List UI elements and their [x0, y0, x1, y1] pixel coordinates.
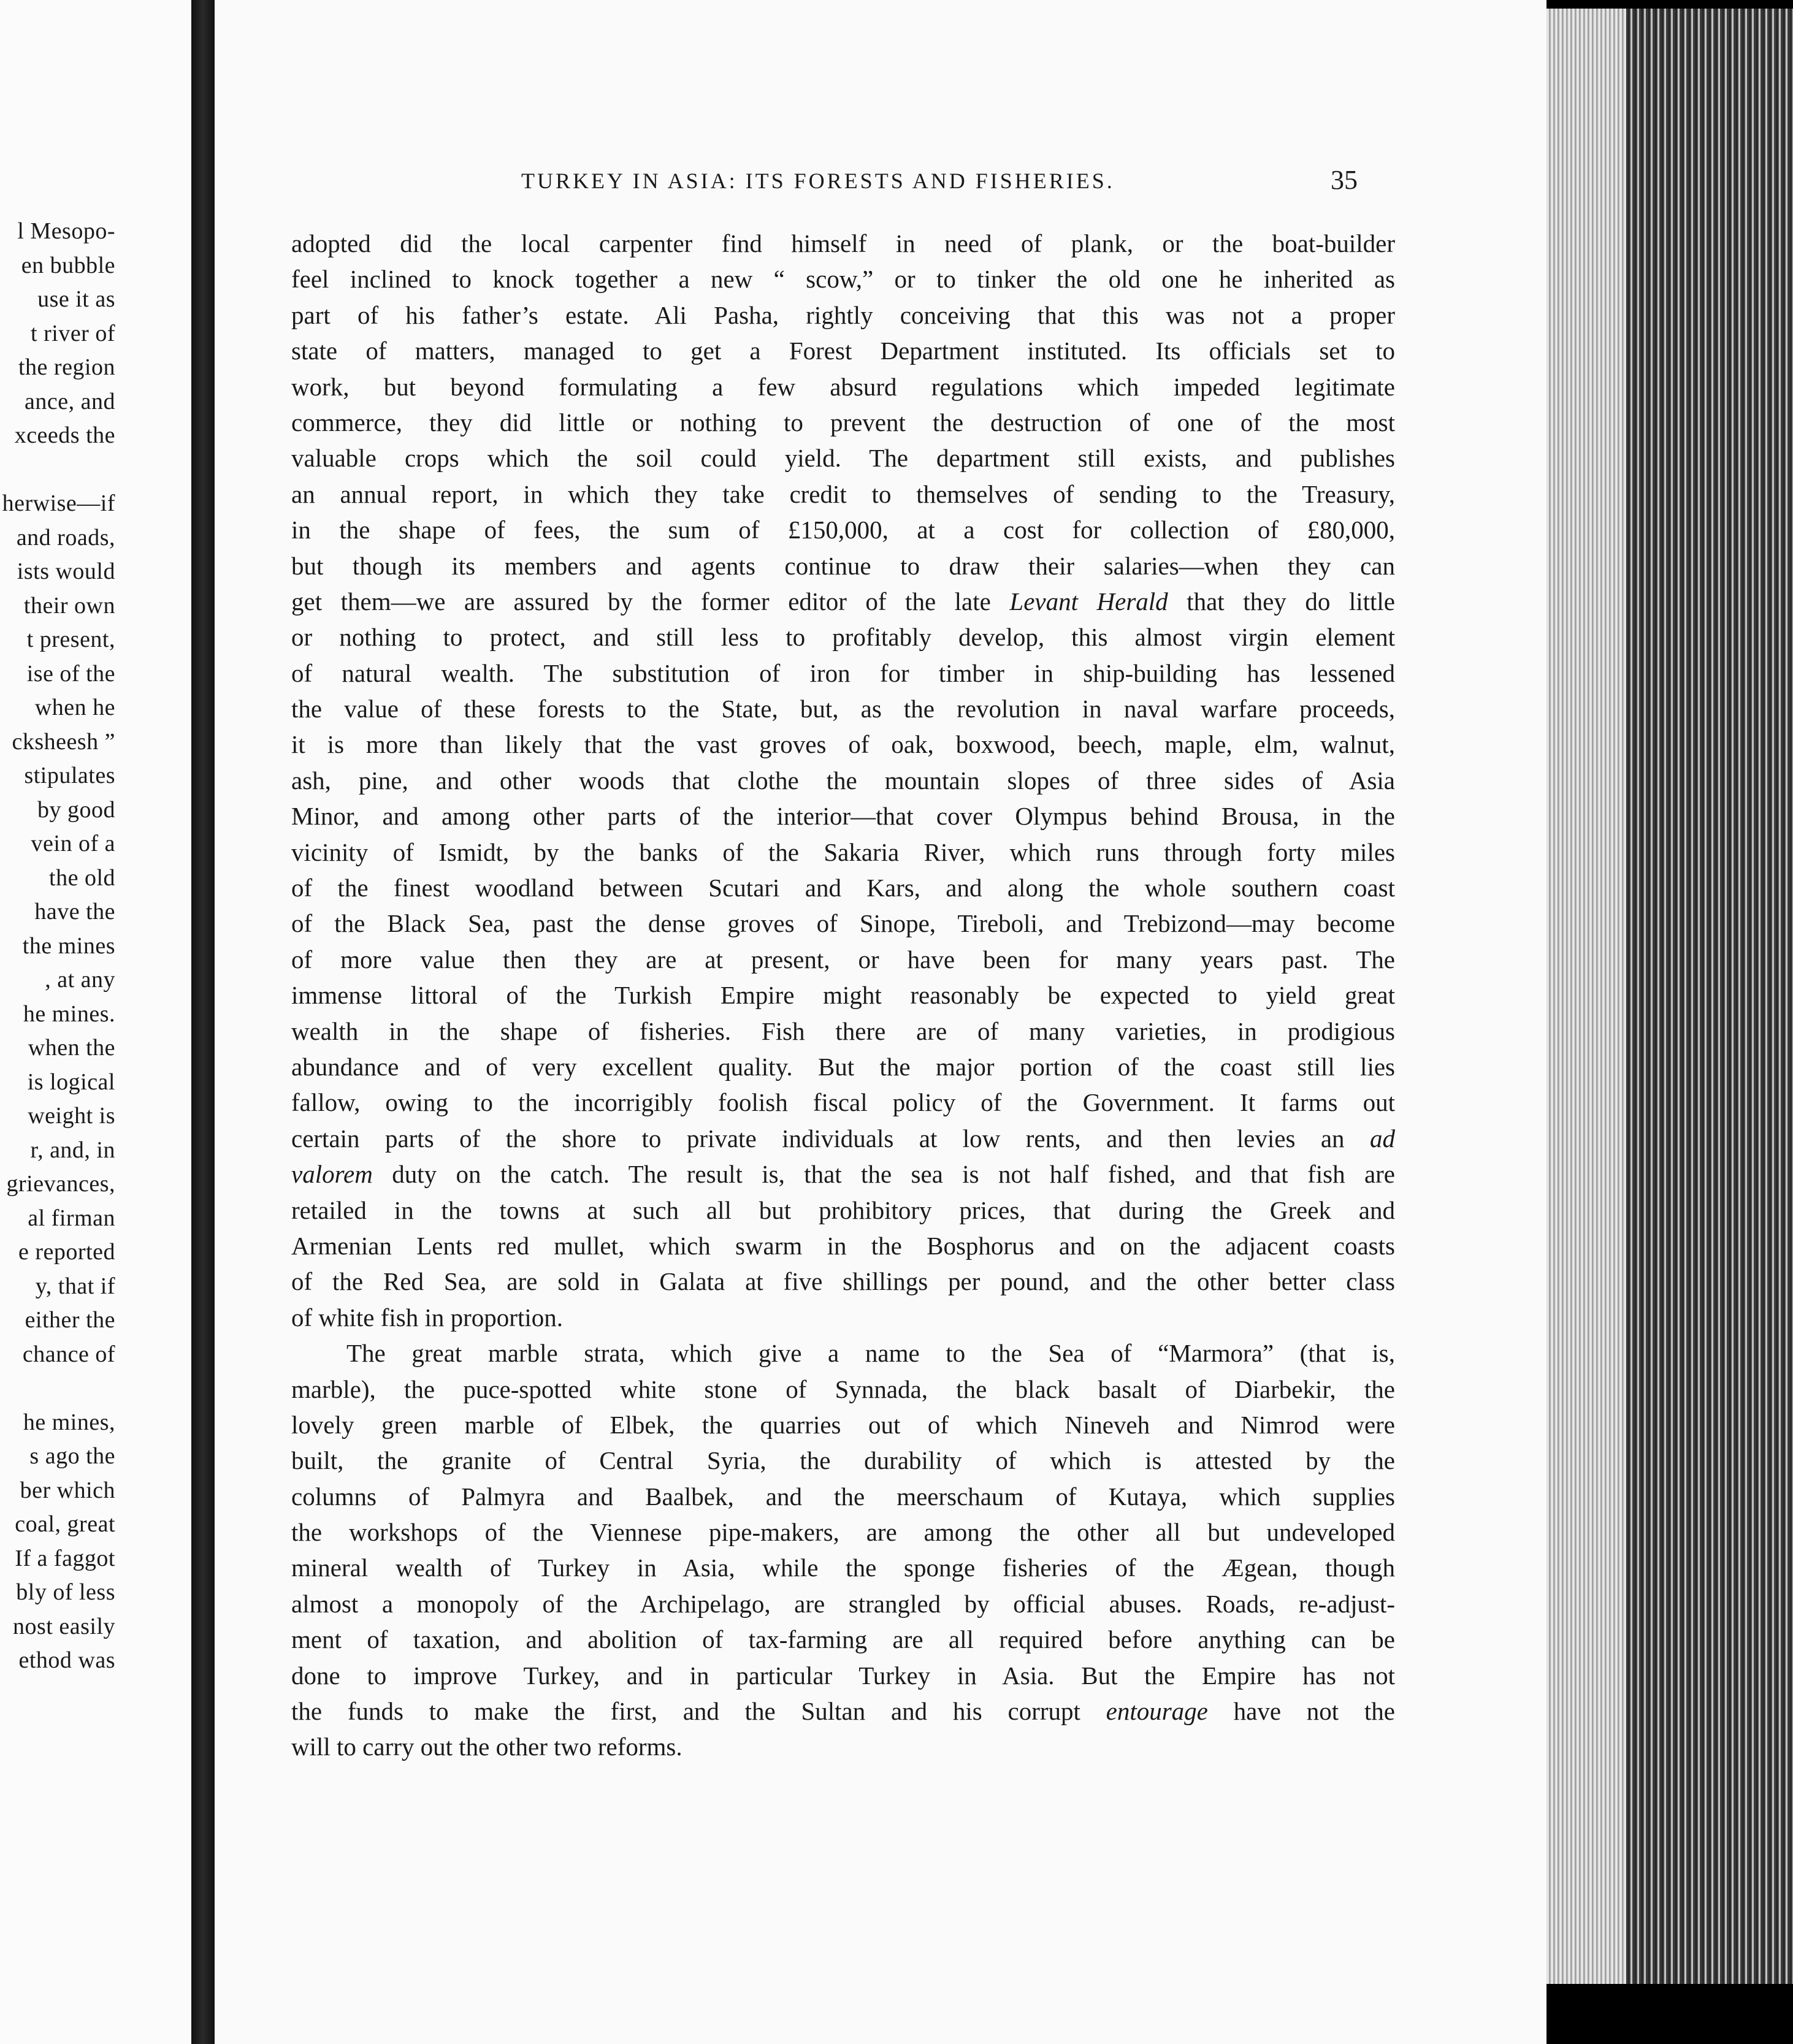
text-line: [291, 726, 1395, 762]
text-line: [291, 691, 1395, 726]
text-line: [291, 1622, 1395, 1657]
left-page-fragment: nost easily: [13, 1613, 115, 1639]
page-number: 35: [1331, 165, 1358, 195]
text-line: [291, 977, 1395, 1013]
text-run: vicinity of Ismidt, by the banks of the Sakaria River, which runs through forty miles: [291, 837, 1395, 866]
left-page-fragment: coal, great: [15, 1511, 115, 1537]
text-run: Minor, and among other parts of the interior—that cover Olympus behind Brousa, in the: [291, 802, 1395, 831]
text-line: [291, 1228, 1395, 1264]
body-text: [291, 226, 1395, 1765]
text-line: [291, 1085, 1395, 1120]
text-line: [291, 1049, 1395, 1085]
text-line: [291, 405, 1395, 440]
text-run: duty on the catch. The result is, that the sea is not half fished, and that fish are: [372, 1160, 1395, 1189]
text-run: valuable crops which the soil could yield. The department still exists, and publishes: [291, 444, 1395, 473]
left-page-fragment: the mines: [22, 932, 115, 959]
text-line: [291, 297, 1395, 333]
left-page-fragment: s ago the: [29, 1443, 115, 1469]
text-line: [291, 548, 1395, 584]
italic-text: entourage: [1106, 1697, 1208, 1726]
text-run: done to improve Turkey, and in particular Turkey in Asia. But the Empire has not: [291, 1661, 1395, 1690]
right-page: [215, 0, 1546, 2044]
text-line: [291, 655, 1395, 691]
text-line: [291, 619, 1395, 655]
left-page-fragment: herwise—if: [2, 490, 115, 516]
left-page-fragment: bly of less: [16, 1579, 115, 1605]
running-title: TURKEY IN ASIA: ITS FORESTS AND FISHERIES.: [521, 169, 1115, 193]
text-run: have not the: [1207, 1697, 1395, 1726]
text-line: [291, 1443, 1395, 1478]
left-page-fragment: stipulates: [24, 763, 115, 788]
text-line: [291, 1156, 1395, 1192]
text-run: will to carry out the other two reforms.: [291, 1733, 682, 1761]
text-line: [291, 584, 1395, 619]
text-line: [291, 369, 1395, 405]
text-run: the workshops of the Viennese pipe-makers, are among the other all but undeveloped: [291, 1518, 1395, 1547]
left-page-fragment: r, and, in: [30, 1137, 115, 1163]
left-page-fragment: xceeds the: [14, 422, 115, 448]
text-line: [291, 1192, 1395, 1228]
text-run: immense littoral of the Turkish Empire might reasonably be expected to yield great: [291, 981, 1395, 1010]
text-run: of white fish in proportion.: [291, 1303, 563, 1332]
text-run: the funds to make the first, and the Sultan and his corrupt: [291, 1697, 1106, 1726]
text-run: ment of taxation, and abolition of tax-farming are all required before anything can be: [291, 1625, 1395, 1654]
text-line: [291, 942, 1395, 977]
left-page-fragment: ethod was: [18, 1647, 115, 1673]
text-line: [291, 906, 1395, 941]
left-page-fragment: weight is: [28, 1103, 115, 1129]
left-page-fragment: have the: [34, 899, 115, 925]
text-run: that they do little: [1168, 587, 1396, 616]
left-page-fragment: ance, and: [25, 388, 115, 414]
text-line: [291, 1264, 1395, 1299]
text-run: part of his father’s estate. Ali Pasha, rightly conceiving that this was not a proper: [291, 300, 1395, 329]
left-page-fragment: e reported: [18, 1239, 115, 1265]
text-run: adopted did the local carpenter find himself in need of plank, or the boat-builder: [291, 229, 1395, 257]
text-run: it is more than likely that the vast groves of oak, boxwood, beech, maple, elm, walnut,: [291, 730, 1395, 759]
text-line: [291, 1371, 1395, 1407]
left-page-fragment: , at any: [45, 967, 115, 993]
left-page: [0, 0, 191, 2044]
text-run: almost a monopoly of the Archipelago, are strangled by official abuses. Roads, re-adjust-: [291, 1589, 1395, 1618]
text-line: [291, 476, 1395, 512]
left-page-fragment: the region: [18, 354, 115, 380]
book-gutter: [191, 0, 215, 2044]
left-page-fragment: by good: [37, 796, 115, 823]
left-page-fragment: grievances,: [6, 1171, 115, 1197]
text-run: work, but beyond formulating a few absurd regulations which impeded legitimate: [291, 372, 1395, 401]
left-page-fragment: ise of the: [26, 660, 115, 687]
left-page-fragment: cksheesh ”: [12, 728, 115, 755]
text-line: [291, 1121, 1395, 1156]
text-run: feel inclined to knock together a new “ scow,” or to tinker the old one he inherited as: [291, 265, 1395, 294]
text-run: of the finest woodland between Scutari and Kars, and along the whole southern coast: [291, 874, 1395, 902]
text-line: [291, 834, 1395, 870]
left-page-fragment: he mines.: [23, 1001, 115, 1027]
left-page-fragment: either the: [25, 1307, 115, 1333]
text-run: but though its members and agents continue to draw their salaries—when they can: [291, 551, 1395, 580]
text-run: mineral wealth of Turkey in Asia, while the sponge fisheries of the Ægean, though: [291, 1554, 1395, 1582]
page-edges-highlight: [1546, 9, 1626, 1984]
text-line: [291, 1335, 1395, 1371]
text-run: in the shape of fees, the sum of £150,000, at a cost for collection of £80,000,: [291, 516, 1395, 544]
text-run: certain parts of the shore to private individuals at low rents, and then levies an: [291, 1124, 1370, 1153]
italic-text: Levant Herald: [1009, 587, 1168, 616]
left-page-fragment: ber which: [20, 1477, 115, 1503]
text-run: the value of these forests to the State, but, as the revolution in naval warfare proceeds,: [291, 695, 1395, 723]
text-line: [291, 1550, 1395, 1585]
text-line: [291, 1407, 1395, 1443]
left-page-fragment: their own: [23, 592, 115, 619]
left-page-fragment: ists would: [17, 559, 115, 584]
text-line: [291, 1479, 1395, 1514]
left-page-fragment: en bubble: [21, 252, 115, 278]
text-run: built, the granite of Central Syria, the durability of which is attested by the: [291, 1446, 1395, 1475]
text-run: retailed in the towns at such all but prohibitory prices, that during the Greek and: [291, 1196, 1395, 1224]
text-run: marble), the puce-spotted white stone of Synnada, the black basalt of Diarbekir, the: [291, 1375, 1395, 1403]
text-run: abundance and of very excellent quality. But the major portion of the coast still lies: [291, 1052, 1395, 1081]
text-run: of natural wealth. The substitution of iron for timber in ship-building has lessened: [291, 658, 1395, 687]
text-run: The great marble strata, which give a name to the Sea of “Marmora” (that is,: [346, 1339, 1395, 1368]
left-page-fragment: chance of: [22, 1341, 115, 1367]
left-page-fragment: when he: [34, 695, 115, 720]
text-run: or nothing to protect, and still less to profitably develop, this almost virgin element: [291, 623, 1395, 652]
text-line: [291, 1693, 1395, 1729]
text-run: get them—we are assured by the former editor of the late: [291, 587, 1010, 616]
text-line: [291, 1300, 1395, 1335]
left-page-fragment: l Mesopo-: [17, 218, 115, 244]
text-line: [291, 333, 1395, 368]
left-page-fragment: he mines,: [23, 1409, 115, 1435]
italic-text: ad: [1370, 1124, 1395, 1153]
left-page-fragment: vein of a: [31, 831, 115, 856]
text-run: of more value then they are at present, or have been for many years past. The: [291, 945, 1395, 974]
text-run: of the Black Sea, past the dense groves of Sinope, Tireboli, and Trebizond—may become: [291, 909, 1395, 938]
text-line: [291, 870, 1395, 906]
left-page-fragment: al firman: [28, 1205, 115, 1231]
left-page-fragment: use it as: [37, 286, 115, 312]
text-run: wealth in the shape of fisheries. Fish there are of many varieties, in prodigious: [291, 1016, 1395, 1045]
text-line: [291, 440, 1395, 476]
text-run: Armenian Lents red mullet, which swarm in the Bosphorus and on the adjacent coasts: [291, 1231, 1395, 1260]
left-page-fragment: the old: [49, 864, 115, 891]
text-line: [291, 1586, 1395, 1622]
text-run: commerce, they did little or nothing to prevent the destruction of one of the most: [291, 408, 1395, 437]
text-line: [291, 1013, 1395, 1049]
italic-text: valorem: [291, 1160, 373, 1189]
text-line: [291, 798, 1395, 834]
text-line: [291, 512, 1395, 547]
text-run: lovely green marble of Elbek, the quarries out of which Nineveh and Nimrod were: [291, 1410, 1395, 1439]
left-page-fragment: and roads,: [16, 524, 115, 551]
text-run: state of matters, managed to get a Forest Department instituted. Its officials set to: [291, 337, 1395, 365]
left-page-fragment: t river of: [31, 320, 115, 346]
text-run: an annual report, in which they take credit to themselves of sending to the Treasury,: [291, 479, 1395, 508]
text-run: fallow, owing to the incorrigibly foolish fiscal policy of the Government. It farms out: [291, 1088, 1395, 1117]
text-line: [291, 763, 1395, 798]
text-line: [291, 1729, 1395, 1764]
left-page-fragment: is logical: [27, 1069, 115, 1095]
left-page-fragment: y, that if: [35, 1273, 115, 1299]
running-head: [215, 164, 1546, 201]
left-page-fragment: when the: [28, 1035, 115, 1061]
text-line: [291, 1658, 1395, 1693]
text-line: [291, 1514, 1395, 1550]
left-page-fragment: If a faggot: [15, 1545, 115, 1571]
text-run: ash, pine, and other woods that clothe the mountain slopes of three sides of Asia: [291, 766, 1395, 795]
text-line: [291, 261, 1395, 297]
text-line: [291, 226, 1395, 261]
left-page-fragment: t present,: [26, 627, 115, 652]
text-run: columns of Palmyra and Baalbek, and the meerschaum of Kutaya, which supplies: [291, 1482, 1395, 1511]
text-run: of the Red Sea, are sold in Galata at five shillings per pound, and the other better class: [291, 1267, 1395, 1296]
